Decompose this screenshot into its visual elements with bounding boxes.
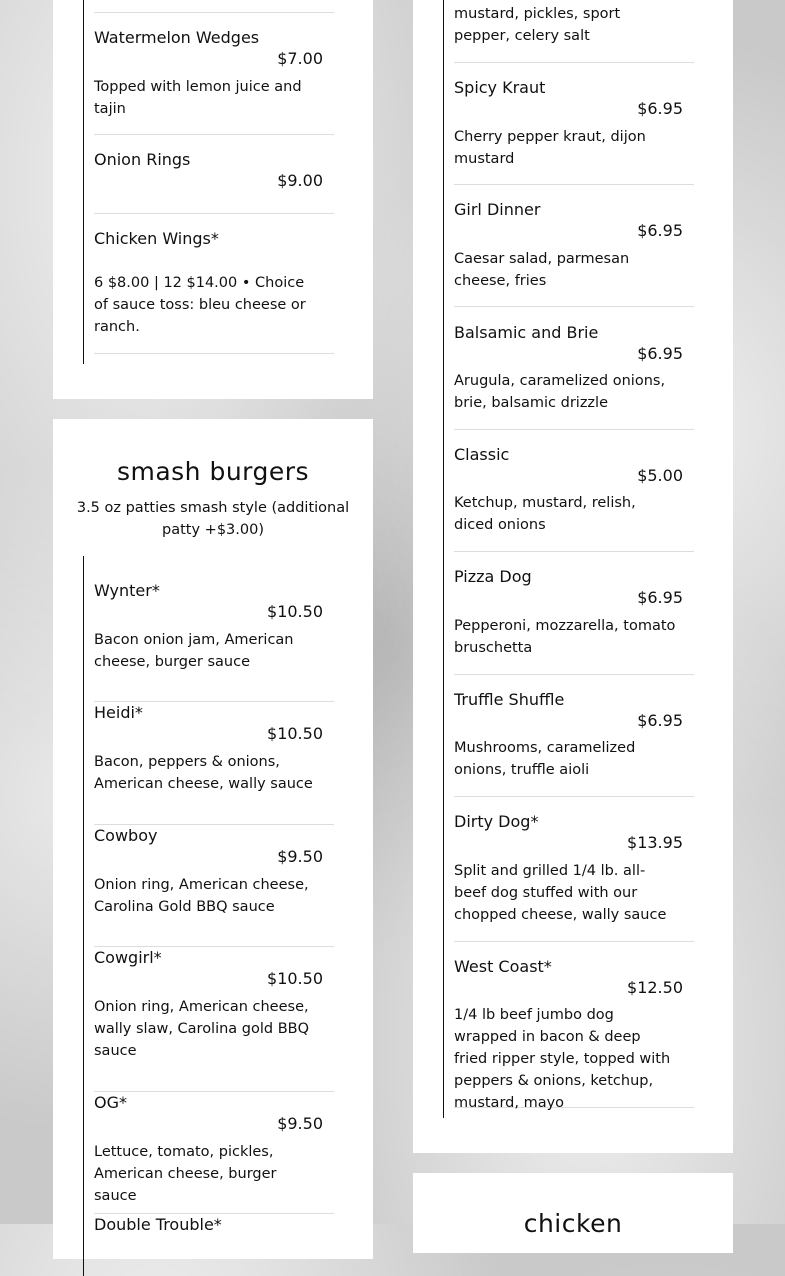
- section-subtitle: 3.5 oz patties smash style (additional patty +$3.00): [76, 500, 350, 538]
- item-price: $10.50: [267, 969, 323, 988]
- item-description: Pepperoni, mozzarella, tomato bruschetta: [454, 618, 676, 656]
- item-description: Topped with lemon juice and tajin: [94, 79, 302, 117]
- item-price: $10.50: [267, 602, 323, 621]
- item-name: Dirty Dog*: [454, 812, 539, 831]
- menu-item-double-trouble: [94, 1214, 334, 1274]
- item-price: $9.50: [277, 1114, 323, 1133]
- menu-item-classic: [454, 444, 694, 552]
- item-price: $13.95: [627, 833, 683, 852]
- item-name: Heidi*: [94, 703, 143, 722]
- smash-burgers-card: [53, 419, 373, 1259]
- item-name: Spicy Kraut: [454, 78, 546, 97]
- sides-card: [53, 0, 373, 399]
- menu-item-watermelon-wedges: [94, 27, 334, 135]
- item-description: Bacon, peppers & onions, American cheese, wally sauce: [94, 754, 313, 792]
- item-description: Caesar salad, parmesan cheese, fries: [454, 251, 630, 289]
- item-description: Lettuce, tomato, pickles, American cheese, burger sauce: [94, 1144, 277, 1204]
- item-price: $10.50: [267, 724, 323, 743]
- item-name: Classic: [454, 445, 510, 464]
- item-price: $12.50: [627, 978, 683, 997]
- section-title: smash burgers: [116, 457, 310, 486]
- item-description: Arugula, caramelized onions, brie, balsamic drizzle: [454, 373, 666, 411]
- item-name: Double Trouble*: [94, 1215, 222, 1234]
- menu-item-spicy-kraut: [454, 77, 694, 185]
- item-name: OG*: [94, 1093, 127, 1112]
- item-description: Onion ring, American cheese, wally slaw, Carolina gold BBQ sauce: [94, 999, 310, 1059]
- menu-item-dirty-dog: [454, 811, 694, 942]
- item-name: Cowboy: [94, 826, 158, 845]
- item-price: $7.00: [277, 49, 323, 68]
- item-description: Ketchup, mustard, relish, diced onions: [454, 495, 636, 533]
- menu-item-girl-dinner: [454, 199, 694, 307]
- menu-item-chicken-wings: [94, 228, 334, 354]
- item-price: $6.95: [637, 588, 683, 607]
- item-description: Mushrooms, caramelized onions, truffle aioli: [454, 740, 636, 778]
- divider: [94, 12, 334, 13]
- menu-item-cowboy: [94, 825, 334, 947]
- menu-item-balsamic-and-brie: [454, 322, 694, 430]
- item-price: $6.95: [637, 711, 683, 730]
- item-description: Cherry pepper kraut, dijon mustard: [454, 129, 646, 167]
- item-description: 1/4 lb beef jumbo dog wrapped in bacon & deep fried ripper style, topped with peppers & onions, ketchup, mustard, mayo: [454, 1007, 671, 1111]
- item-price: $5.00: [637, 466, 683, 485]
- item-description: Split and grilled 1/4 lb. all-beef dog stuffed with our chopped cheese, wally sauce: [454, 863, 667, 923]
- item-name: Chicken Wings*: [94, 229, 219, 248]
- item-description: Onion ring, American cheese, Carolina Gold BBQ sauce: [94, 877, 309, 915]
- item-name: Truffle Shuffle: [454, 690, 565, 709]
- item-name: Pizza Dog: [454, 567, 532, 586]
- item-name: Onion Rings: [94, 150, 191, 169]
- chicken-card: [413, 1173, 733, 1253]
- item-description: 6 $8.00 | 12 $14.00 • Choice of sauce toss: bleu cheese or ranch.: [94, 275, 306, 335]
- dogs-card: [413, 0, 733, 1153]
- item-name: Wynter*: [94, 581, 160, 600]
- item-name: Girl Dinner: [454, 200, 541, 219]
- menu-item-truffle-shuffle: [454, 689, 694, 797]
- item-name: West Coast*: [454, 957, 552, 976]
- dogs-list: [443, 0, 694, 1118]
- burgers-list: [83, 556, 334, 1276]
- menu-item-wynter: [94, 580, 334, 702]
- divider: [454, 62, 694, 63]
- menu-item-west-coast: [454, 956, 694, 1111]
- item-name: Balsamic and Brie: [454, 323, 599, 342]
- item-price: $6.95: [637, 344, 683, 363]
- menu-item-cowgirl: [94, 947, 334, 1092]
- item-price: $9.00: [277, 171, 323, 190]
- section-title: chicken: [523, 1209, 623, 1238]
- item-price: $6.95: [637, 99, 683, 118]
- menu-item-pizza-dog: [454, 566, 694, 675]
- item-description: Bacon onion jam, American cheese, burger sauce: [94, 632, 294, 670]
- item-price: $9.50: [277, 847, 323, 866]
- menu-item-onion-rings: [94, 149, 334, 214]
- item-price: $6.95: [637, 221, 683, 240]
- item-name: Cowgirl*: [94, 948, 162, 967]
- sides-list: [83, 0, 334, 364]
- menu-item-heidi: [94, 702, 334, 825]
- item-description: mustard, pickles, sport pepper, celery salt: [454, 6, 621, 44]
- menu-item-og: [94, 1092, 334, 1214]
- item-name: Watermelon Wedges: [94, 28, 260, 47]
